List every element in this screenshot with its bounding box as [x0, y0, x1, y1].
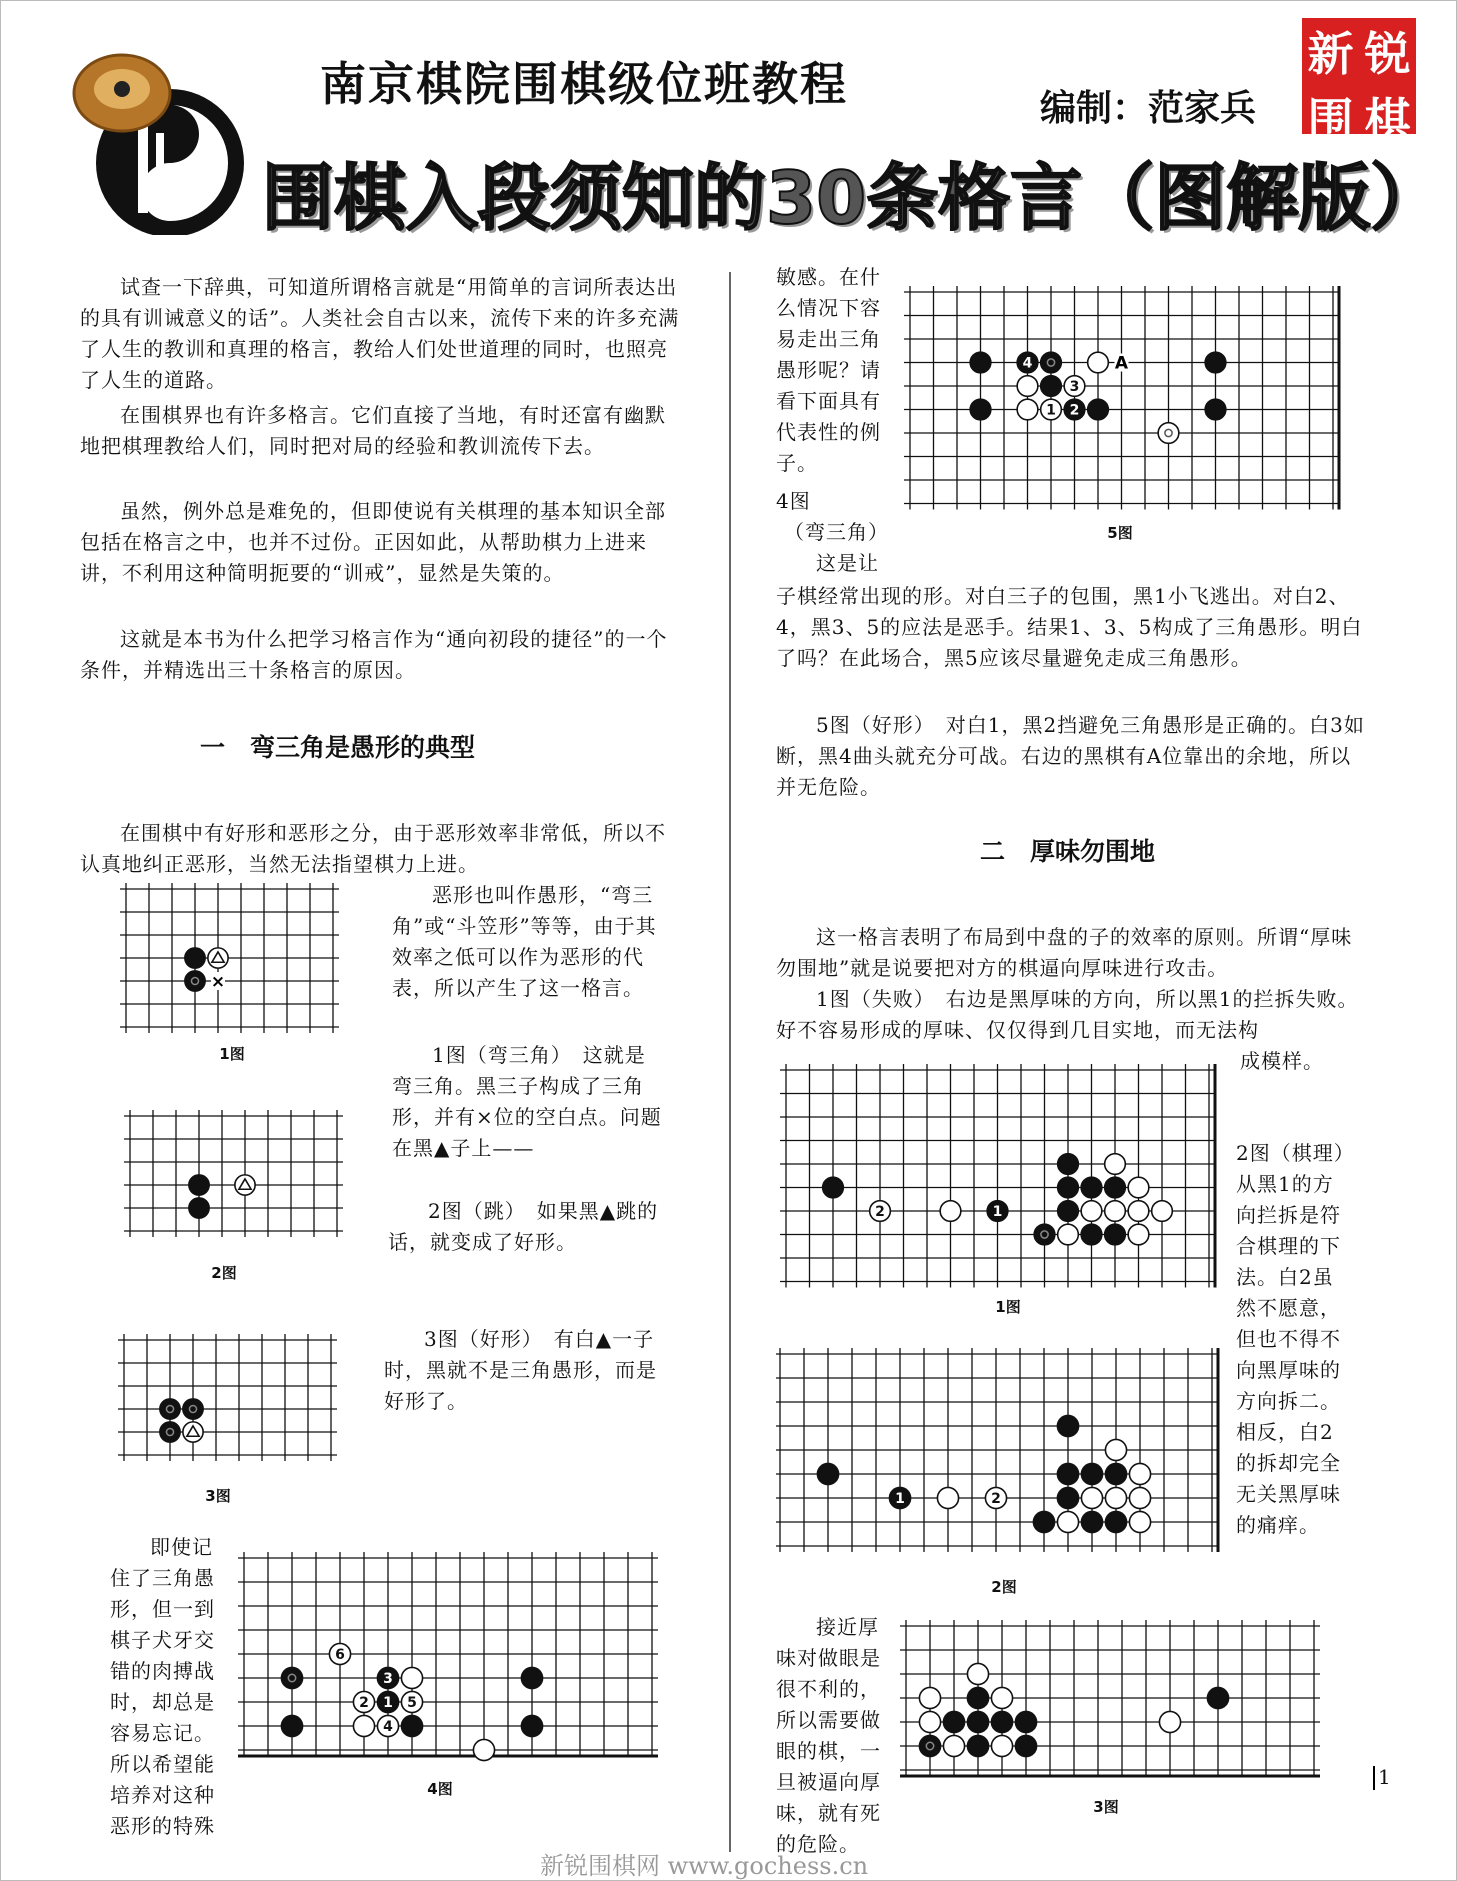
black-stone: [189, 1175, 209, 1195]
black-stone: [185, 948, 205, 968]
side-text: 接近厚味对做眼是很不利的，所以需要做眼的棋，一旦被逼向厚味，就有死的危险。: [776, 1615, 881, 1856]
footer-watermark: 新锐围棋网 www.gochess.cn: [540, 1852, 869, 1880]
move-number: 3: [383, 1671, 393, 1687]
white-stone: [967, 1663, 988, 1684]
black-stone: [1057, 1415, 1078, 1436]
white-stone: [1129, 1463, 1150, 1484]
black-stone: [970, 399, 991, 420]
white-stone: [1058, 1224, 1079, 1245]
black-stone: [1081, 1177, 1102, 1198]
white-stone: [919, 1687, 940, 1708]
black-stone: [967, 1735, 988, 1756]
move-number: 5: [407, 1695, 417, 1711]
side-text: 2图（棋理） 从黑1的方向拦拆是符合棋理的下法。白2虽然不愿意，但也不得不向黑厚味的方向拆二。相反，白2的拆却完全无关黑厚味的痛痒。: [1236, 1141, 1366, 1537]
black-stone: [1105, 1224, 1126, 1245]
column-divider: [729, 272, 731, 1852]
point-label-a: A: [1114, 353, 1129, 374]
black-stone: [1015, 1735, 1036, 1756]
black-stone: [1207, 1687, 1228, 1708]
move-number: 2: [991, 1491, 1001, 1507]
black-stone: [1205, 352, 1226, 373]
white-stone: [919, 1711, 940, 1732]
page-marker: [1373, 1766, 1375, 1790]
move-number: 3: [1069, 379, 1080, 395]
side-text: 恶形也叫作愚形，“弯三角”或“斗笠形”等等，由于其效率之低可以作为恶形的代表，所以产生了这一格言。: [392, 883, 657, 1000]
black-stone: [970, 352, 991, 373]
side-text: 即使记住了三角愚形，但一到棋子犬牙交错的肉搏战时，却总是容易忘记。所以希望能培养对这种恶形的特殊: [110, 1535, 215, 1838]
white-stone: [1128, 1224, 1149, 1245]
page-number: 1: [1378, 1765, 1391, 1789]
white-stone: [937, 1487, 958, 1508]
white-stone: [1129, 1487, 1150, 1508]
black-stone: [1081, 1463, 1102, 1484]
figure-caption: 5图: [1107, 524, 1133, 542]
black-stone: [183, 1399, 203, 1419]
figure-caption: 3图: [205, 1487, 231, 1505]
black-stone: [817, 1463, 838, 1484]
seal-char: 围: [1307, 93, 1354, 147]
black-stone: [1034, 1224, 1055, 1245]
figure-caption: 3图: [1093, 1798, 1119, 1816]
fig5-text: 5图（好形） 对白1，黑2挡避免三角愚形是正确的。白3如断，黑4曲头就充分可战。右边的黑棋有A位靠出的余地，所以并无危险。: [776, 713, 1365, 799]
intro-paragraph: 这就是本书为什么把学习格言作为“通向初段的捷径”的一个条件，并精选出三十条格言的原因。: [80, 627, 668, 682]
move-number: 1: [895, 1491, 905, 1507]
move-number: 4: [1022, 355, 1033, 372]
white-stone: [1159, 1711, 1180, 1732]
black-stone: [967, 1711, 988, 1732]
board-grid: [118, 1334, 337, 1461]
black-stone: [1033, 1511, 1054, 1532]
figure-caption: 1图: [219, 1045, 245, 1063]
board-grid: [776, 1348, 1218, 1552]
white-stone: [1017, 399, 1038, 420]
black-stone: [521, 1715, 542, 1736]
white-stone: [1105, 1487, 1126, 1508]
black-stone: [1041, 352, 1062, 373]
white-stone: [1088, 352, 1109, 373]
black-stone: [919, 1735, 940, 1756]
board-grid: [780, 1064, 1215, 1288]
side-text: 3图（好形） 有白▲一子时，黑就不是三角愚形，而是好形了。: [384, 1327, 657, 1413]
go-board-sec2-fig3: [900, 1620, 1332, 1788]
figure-caption: 4图: [427, 1780, 453, 1798]
go-board-sec2-fig2: [776, 1346, 1226, 1564]
fig1-text: 1图（失败） 右边是黑厚味的方向，所以黑1的拦拆失败。好不容易形成的厚味、仅仅得到几目实地，而无法构: [776, 987, 1359, 1042]
white-stone: [991, 1687, 1012, 1708]
white-stone: [1081, 1201, 1102, 1222]
go-board-fig3: [112, 1326, 352, 1476]
empty-point-mark: ×: [210, 972, 226, 992]
white-stone: [1129, 1511, 1150, 1532]
black-stone: [160, 1399, 180, 1419]
intro-paragraph: 试查一下辞典，可知道所谓格言就是“用简单的言词所表达出的具有训诫意义的话”。人类社会自古以来，流传下来的许多充满了人生的教训和真理的格言，教给人们处世道理的同时，也照亮了人生的道路。: [80, 275, 680, 392]
author-credit: 编制：范家兵: [1040, 88, 1257, 129]
move-number: 1: [383, 1695, 393, 1711]
black-stone: [1058, 1154, 1079, 1175]
section-heading: 二 厚味勿围地: [980, 837, 1156, 866]
move-number: 2: [1069, 402, 1080, 419]
black-stone: [1058, 1201, 1079, 1222]
black-stone: [1057, 1487, 1078, 1508]
black-stone: [160, 1422, 180, 1442]
move-number: 2: [359, 1695, 369, 1711]
black-stone: [1081, 1511, 1102, 1532]
side-text: 2图（跳） 如果黑▲跳的话，就变成了好形。: [388, 1199, 659, 1254]
black-stone: [1058, 1177, 1079, 1198]
board-grid: [904, 286, 1339, 510]
white-stone: [473, 1739, 494, 1760]
board-grid: [120, 883, 339, 1033]
move-number: 1: [1046, 402, 1056, 419]
white-stone: [991, 1735, 1012, 1756]
figure-caption: 2图: [991, 1578, 1017, 1596]
black-stone: [1041, 376, 1062, 397]
page-title: 围棋入段须知的30条格言（图解版）: [262, 156, 1443, 240]
side-text: 1图（弯三角） 这就是弯三角。黑三子构成了三角形，并有×位的空白点。问题在黑▲子上——: [392, 1043, 662, 1160]
nanjing-qiyuan-logo: [70, 45, 245, 235]
white-stone: [353, 1715, 374, 1736]
fig4-text: 子棋经常出现的形。对白三子的包围，黑1小飞逃出。对白2、4，黑3、5的应法是恶手。结果1、3、5构成了三角愚形。明白了吗？在此场合，黑5应该尽量避免走成三角愚形。: [776, 584, 1363, 670]
black-stone: [1088, 399, 1109, 420]
black-stone: [1105, 1463, 1126, 1484]
black-stone: [1057, 1463, 1078, 1484]
white-stone: [1105, 1154, 1126, 1175]
white-stone: [401, 1667, 422, 1688]
black-stone: [823, 1177, 844, 1198]
intro-paragraph: 虽然，例外总是难免的，但即使说有关棋理的基本知识全部包括在格言之中，也并不过份。正因如此，从帮助棋力上进来讲，不利用这种简明扼要的“训戒”，显然是失策的。: [80, 499, 666, 585]
go-board-sec2-fig1: [780, 1062, 1225, 1294]
move-number: 4: [383, 1719, 393, 1735]
white-stone: [1081, 1487, 1102, 1508]
black-stone: [521, 1667, 542, 1688]
move-number: 6: [335, 1647, 345, 1663]
black-stone: [1015, 1711, 1036, 1732]
white-stone: [1057, 1511, 1078, 1532]
white-stone: [1128, 1201, 1149, 1222]
intro-paragraph: 在围棋界也有许多格言。它们直接了当地，有时还富有幽默地把棋理教给人们，同时把对局的经验和教训流传下去。: [80, 403, 666, 458]
white-stone: [940, 1201, 961, 1222]
board-grid: [124, 1110, 343, 1237]
seal-char: 锐: [1364, 27, 1411, 81]
black-stone: [967, 1687, 988, 1708]
figure-caption: 2图: [211, 1264, 237, 1282]
black-stone: [189, 1198, 209, 1218]
black-stone: [1081, 1224, 1102, 1245]
side-text: 敏感。在什么情况下容易走出三角愚形呢？请看下面具有代表性的例子。: [776, 265, 881, 475]
black-stone: [281, 1715, 302, 1736]
white-stone: [1128, 1177, 1149, 1198]
go-board-fig1: [112, 880, 354, 1035]
fig4-subtitle: （弯三角）: [784, 520, 889, 544]
seal-char: 新: [1307, 27, 1354, 81]
black-stone: [281, 1667, 302, 1688]
black-stone: [1205, 399, 1226, 420]
xinrui-seal: [1302, 18, 1416, 147]
white-stone: [1158, 423, 1179, 444]
white-stone: [1017, 376, 1038, 397]
move-number: 2: [875, 1204, 885, 1220]
section-heading: 一 弯三角是愚形的典型: [200, 733, 476, 762]
white-stone: [1105, 1439, 1126, 1460]
move-number: 1: [992, 1204, 1003, 1220]
black-stone: [943, 1711, 964, 1732]
white-stone: [1152, 1201, 1173, 1222]
white-stone: [943, 1735, 964, 1756]
section-lead: 这一格言表明了布局到中盘的子的效率的原则。所谓“厚味勿围地”就是说要把对方的棋逼向厚味进行攻击。: [776, 925, 1353, 980]
fig4-text: 这是让: [816, 551, 879, 575]
fig1-text: 成模样。: [1240, 1049, 1324, 1073]
seal-char: 棋: [1364, 93, 1411, 147]
series-title: 南京棋院围棋级位班教程: [320, 57, 848, 111]
white-stone: [1105, 1201, 1126, 1222]
black-stone: [401, 1715, 422, 1736]
go-board-fig5: [902, 284, 1362, 512]
black-stone: [1105, 1177, 1126, 1198]
black-stone: [185, 971, 205, 991]
figure-caption: 1图: [995, 1298, 1021, 1316]
go-board-fig2: [116, 1102, 354, 1252]
fig4-label: 4图: [776, 489, 811, 513]
black-stone: [991, 1711, 1012, 1732]
go-board-fig4: [232, 1546, 664, 1776]
section-lead: 在围棋中有好形和恶形之分，由于恶形效率非常低，所以不认真地纠正恶形，当然无法指望棋力上进。: [80, 821, 666, 876]
black-stone: [1105, 1511, 1126, 1532]
